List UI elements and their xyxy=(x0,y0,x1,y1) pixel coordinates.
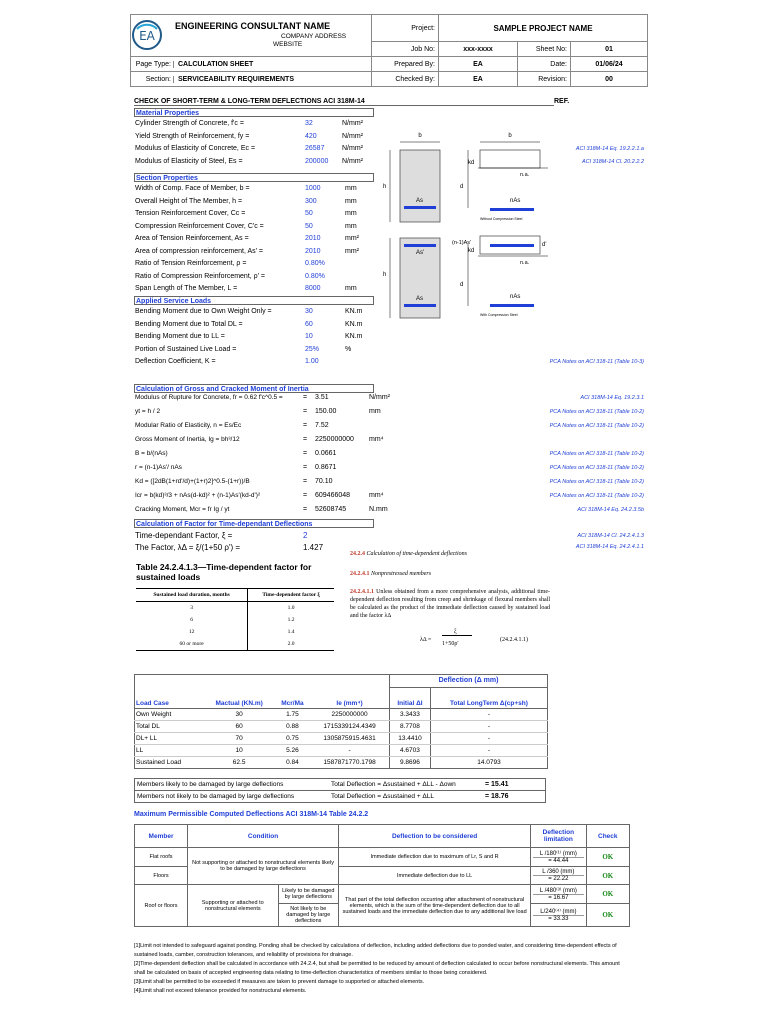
deflection-row xyxy=(135,708,548,720)
total-value: = 15.41 xyxy=(485,781,509,788)
sheet-header xyxy=(130,14,648,87)
max-perm-header: Condition xyxy=(188,825,339,848)
deflection-cell: 1305875915.4631 xyxy=(310,732,389,744)
deflection-cell: - xyxy=(430,720,547,732)
inertia-row xyxy=(135,407,555,417)
row-value: 1.00 xyxy=(305,358,319,365)
check-ok: OK xyxy=(586,885,629,904)
footnote: [4]Limit shall not exceed tolerance provided for nonstructural elements. xyxy=(134,988,307,994)
lambda-row: The Factor, λΔ = ξ/(1+50 ρ') = 1.427 xyxy=(135,543,324,552)
calculation-sheet xyxy=(130,14,648,1014)
limit-3 xyxy=(531,885,586,904)
footnotes xyxy=(134,942,630,996)
deflection-cell: - xyxy=(430,708,547,720)
limit-value: = 44.44 xyxy=(533,857,583,864)
row-label: Tension Reinforcement Cover, Cc = xyxy=(135,210,246,217)
row-unit: KN.m xyxy=(345,320,363,328)
row-label: Modulus of Elasticity of Steel, Es = xyxy=(135,157,243,165)
d-prime-label: d' xyxy=(542,242,547,248)
deflection-table xyxy=(134,674,548,769)
limit-label: L /180⁽¹⁾ (mm) xyxy=(539,851,577,857)
xi-row: Time-dependant Factor, ξ = 2 xyxy=(135,531,308,540)
checked-by-label: Checked By: xyxy=(372,72,439,87)
row-value: 25% xyxy=(305,345,320,353)
inertia-row xyxy=(135,505,555,515)
code-table-row xyxy=(136,638,334,651)
data-row xyxy=(135,332,555,342)
deflection-cell: 60 xyxy=(203,720,274,732)
deflection-cell: 1587871770.1798 xyxy=(310,756,389,768)
row-label: Width of Comp. Face of Member, b = xyxy=(135,185,250,192)
time-factor-heading: Calculation of Factor for Time-dependant Deflections xyxy=(134,519,374,528)
code-table-row xyxy=(136,602,334,615)
row-ref: ACI 318M-14 Eq. 19.2.2.1.a xyxy=(575,146,644,152)
section-diagram xyxy=(370,126,550,326)
row-eq: = xyxy=(303,492,308,499)
row-label: Ratio of Tension Reinforcement, ρ = xyxy=(135,260,247,267)
row-ref: PCA Notes on ACI 318-11 (Table 10-2) xyxy=(549,479,644,485)
inertia-row xyxy=(135,393,555,403)
as-label-1: As xyxy=(416,198,424,204)
row-eq: = xyxy=(303,422,308,429)
row-unit: KN.m xyxy=(345,333,363,340)
footnote: [2]Time-dependent deflection shall be calculated in accordance with 24.2.4, but shall be permitted to be reduced by amount of deflection calculated to occur before nonstructural elements. This amount shall be calculated on basis of accepted engineering data relating to time-deflection characteristics of members similar to those being considered. xyxy=(134,961,620,976)
deflection-cell: 14.0793 xyxy=(430,756,547,768)
row-value: 7.52 xyxy=(315,422,329,429)
deflection-header: Initial ΔI xyxy=(390,687,431,708)
row-value: 0.0661 xyxy=(315,450,337,457)
row-value: 0.80% xyxy=(305,260,325,267)
max-perm-header: Deflection limitation xyxy=(531,825,586,848)
max-perm-header: Deflection to be considered xyxy=(339,825,531,848)
row-value: 420 xyxy=(305,132,317,140)
loads-heading: Applied Service Loads xyxy=(134,296,374,305)
code-table xyxy=(136,588,334,651)
row-value: 609466048 xyxy=(315,492,351,499)
deflection-header: Mactual (KN.m) xyxy=(203,687,274,708)
code-table-factor: 1.4 xyxy=(287,629,295,635)
row-eq: = xyxy=(303,506,308,513)
row-ref: ACI 318M-14 Eq. 19.2.3.1 xyxy=(580,395,644,401)
nas-label-1: nAs xyxy=(510,198,521,204)
dim-b-label-2: b xyxy=(508,133,512,139)
row-ref: PCA Notes on ACI 318-11 (Table 10-2) xyxy=(549,493,644,499)
deflection-cell: 0.75 xyxy=(275,732,310,744)
deflection-cell: 2250000000 xyxy=(310,708,389,720)
row-unit: mm xyxy=(345,222,357,230)
xi-value: 2 xyxy=(303,531,308,540)
code-table-factor: 1.2 xyxy=(287,617,295,623)
row-label: Bending Moment due to Own Weight Only = xyxy=(135,308,272,315)
row-label: yt = h / 2 xyxy=(135,408,161,415)
code-paragraph: Unless obtained from a more comprehensive analysis, additional time-dependent deflection resulting from creep and shrinkage of flexural members shall be calculated as the product of the immediate deflection caused by sustained load and the factor λΔ xyxy=(350,589,551,619)
check-ok: OK xyxy=(586,904,629,927)
total-row xyxy=(134,790,546,803)
row-ref: ACI 318M-14 Cl. 20.2.2.2 xyxy=(581,158,644,165)
code-formula: λΔ = ξ 1+50ρ' (24.2.4.1.1) xyxy=(420,629,528,647)
blank-cell xyxy=(203,675,274,688)
deflection-cell: 4.6703 xyxy=(390,744,431,756)
row-value: 52608745 xyxy=(315,506,347,513)
blank-cell xyxy=(275,675,310,688)
row-unit: N/mm² xyxy=(369,394,390,401)
dim-d-label-2: d xyxy=(460,282,464,288)
row-eq: = xyxy=(303,450,308,457)
deflection-cell: - xyxy=(430,732,547,744)
dim-b-label-1: b xyxy=(418,133,422,139)
project-value: SAMPLE PROJECT NAME xyxy=(439,15,648,42)
deflection-cell: 10 xyxy=(203,744,274,756)
revision-value: 00 xyxy=(571,72,648,87)
code-table-factor: 2.0 xyxy=(287,641,295,647)
data-row xyxy=(135,357,555,367)
row-value: 0.80% xyxy=(305,272,325,280)
max-perm-row xyxy=(135,848,630,867)
date-label: Date: xyxy=(518,57,571,72)
row-value: 300 xyxy=(305,197,317,205)
time-factor-ref-1: ACI 318M-14 Cl. 24.2.4.1.3 xyxy=(577,533,644,539)
row-ref: PCA Notes on ACI 318-11 (Table 10-2) xyxy=(549,451,644,457)
deflection-group-header: Deflection (Δ mm) xyxy=(390,675,548,688)
inertia-row xyxy=(135,477,555,487)
inertia-row xyxy=(135,435,555,445)
row-eq: = xyxy=(303,408,308,415)
deflection-row xyxy=(135,732,548,744)
limit-4 xyxy=(531,904,586,927)
row-ref: PCA Notes on ACI 318-11 (Table 10-3) xyxy=(549,359,644,365)
deflection-header-row xyxy=(135,687,548,708)
total-formula: Total Deflection = Δsustained + ΔLL - Δown xyxy=(331,781,456,788)
row-value: 2250000000 xyxy=(315,436,354,443)
material-heading: Material Properties xyxy=(134,108,374,117)
check-ok: OK xyxy=(586,848,629,867)
kd-label-2: kd xyxy=(468,248,475,254)
max-perm-header: Member xyxy=(135,825,188,848)
row-ref: PCA Notes on ACI 318-11 (Table 10-2) xyxy=(549,409,644,415)
row-unit: N/mm² xyxy=(342,120,363,127)
limit-1 xyxy=(531,848,586,867)
code-text-block: 24.2.4 Calculation of time-dependent deflections 24.2.4.1 Nonprestressed members 24.2.4.1.1 Unless obtained from a more comprehensive analysis, additional time-dependent deflection resulting from creep and shrinkage of flexural members shall be calculated as the product of the immediate deflection caused by sustained load and the factor λΔ λΔ = ξ 1+50ρ' (24.2.4.1.1) xyxy=(350,550,550,656)
limit-label: L /480⁽³⁾ (mm) xyxy=(539,888,577,894)
code-table-title: Table 24.2.4.1.3—Time-dependent factor for sustained loads xyxy=(136,562,312,582)
inertia-row xyxy=(135,491,555,501)
deflection-cell: LL xyxy=(135,744,204,756)
row-unit: mm⁴ xyxy=(369,436,384,443)
deflection-cell: - xyxy=(310,744,389,756)
as-label-2: As xyxy=(416,296,424,302)
row-label: Span Length of The Member, L = xyxy=(135,285,238,292)
code-title: Calculation of time-dependent deflections xyxy=(366,551,467,557)
na-label-1: n.a. xyxy=(520,172,530,178)
code-table-duration: 6 xyxy=(136,614,248,626)
deflection-cell: Sustained Load xyxy=(135,756,204,768)
limit-value: = 16.67 xyxy=(533,894,583,901)
deflection-header: Ie (mm⁴) xyxy=(310,687,389,708)
company-website: WEBSITE xyxy=(273,41,303,48)
company-name: ENGINEERING CONSULTANT NAME xyxy=(175,21,331,31)
row-unit: mm xyxy=(345,185,357,192)
section-value: SERVICEABILITY REQUIREMENTS xyxy=(177,75,294,83)
deflection-cell: 3.3433 xyxy=(390,708,431,720)
limit-value: = 33.33 xyxy=(533,915,583,922)
row-eq: = xyxy=(303,436,308,443)
row-label: Bending Moment due to LL = xyxy=(135,333,225,340)
row-label: Bending Moment due to Total DL = xyxy=(135,320,243,328)
row-value: 60 xyxy=(305,320,313,328)
company-block xyxy=(131,15,372,57)
deflection-header: Load Case xyxy=(135,687,204,708)
row-value: 50 xyxy=(305,210,313,217)
code-sub-title: Nonprestressed members xyxy=(371,571,432,577)
deflection-cell: 70 xyxy=(203,732,274,744)
code-table-figure xyxy=(136,562,341,668)
max-perm-heading: Maximum Permissible Computed Deflections ACI 318M-14 Table 24.2.2 xyxy=(134,811,369,818)
condition-likely: Likely to be damaged by large deflections xyxy=(278,885,339,904)
blank-cell xyxy=(135,675,204,688)
blank-cell xyxy=(310,675,389,688)
deflection-cell: 0.88 xyxy=(275,720,310,732)
row-value: 70.10 xyxy=(315,478,333,485)
row-eq: = xyxy=(303,478,308,485)
revision-label: Revision: xyxy=(518,72,571,87)
code-table-factor: 1.0 xyxy=(287,605,295,611)
page-type-cell: Page Type: CALCULATION SHEET xyxy=(131,57,372,72)
member-flat-roofs: Flat roofs xyxy=(135,848,188,867)
row-value: 0.8671 xyxy=(315,464,337,471)
deflection-cell: - xyxy=(430,744,547,756)
max-perm-header-row xyxy=(135,825,630,848)
code-table-duration: 60 or more xyxy=(136,638,248,651)
company-address: COMPANY ADDRESS xyxy=(281,33,347,40)
sheet-no-value: 01 xyxy=(571,42,648,57)
row-label: Modulus of Elasticity of Concrete, Ec = xyxy=(135,145,256,152)
company-logo-icon xyxy=(131,19,165,53)
code-table-duration: 3 xyxy=(136,602,248,615)
sheet-no-label: Sheet No: xyxy=(518,42,571,57)
inertia-row xyxy=(135,463,555,473)
date-value: 01/06/24 xyxy=(571,57,648,72)
deflection-cell: 0.84 xyxy=(275,756,310,768)
row-ref: PCA Notes on ACI 318-11 (Table 10-2) xyxy=(549,423,644,429)
row-unit: N/mm² xyxy=(342,132,363,140)
deflection-cell: 8.7708 xyxy=(390,720,431,732)
deflection-cell: 1715339124.4349 xyxy=(310,720,389,732)
max-perm-table xyxy=(134,824,630,927)
deflection-cell: 13.4410 xyxy=(390,732,431,744)
check-ok: OK xyxy=(586,867,629,885)
n1as-label: (n-1)As' xyxy=(452,240,472,246)
code-table-row xyxy=(136,626,334,638)
data-row xyxy=(135,345,555,355)
deflection-cell: DL+ LL xyxy=(135,732,204,744)
dim-h-label-1: h xyxy=(383,184,387,190)
row-unit: N/mm² xyxy=(342,145,363,152)
row-label: Modular Ratio of Elasticity, n = Es/Ec xyxy=(135,422,242,429)
section-heading: Section Properties xyxy=(134,173,374,182)
row-label: Yield Strength of Reinforcement, fy = xyxy=(135,132,250,140)
inertia-row xyxy=(135,449,555,459)
deflection-cell: 30 xyxy=(203,708,274,720)
condition-not-supporting: Not supporting or attached to nonstructural elements likely to be damaged by large deflections xyxy=(188,848,339,885)
row-value: 150.00 xyxy=(315,408,337,415)
deflection-cell: 1.75 xyxy=(275,708,310,720)
row-value: 26587 xyxy=(305,145,325,152)
row-value: 8000 xyxy=(305,285,321,292)
inertia-heading: Calculation of Gross and Cracked Moment of Inertia xyxy=(134,384,374,393)
row-label: Modulus of Rupture for Concrete, fr = 0.62 f'c^0.5 = xyxy=(135,394,283,401)
row-unit: mm xyxy=(345,285,357,292)
row-unit: mm² xyxy=(345,247,359,255)
member-floors: Floors xyxy=(135,867,188,885)
code-table-row xyxy=(136,614,334,626)
deflection-group-row xyxy=(135,675,548,688)
row-value: 2010 xyxy=(305,247,321,255)
total-label: Members likely to be damaged by large deflections xyxy=(137,781,284,788)
page-type-value: CALCULATION SHEET xyxy=(177,60,254,68)
row-value: 30 xyxy=(305,308,313,315)
row-value: 10 xyxy=(305,333,313,340)
row-unit: mm⁴ xyxy=(369,492,384,499)
deflection-row xyxy=(135,720,548,732)
row-unit: mm² xyxy=(345,235,359,242)
row-label: Portion of Sustained Live Load = xyxy=(135,345,237,353)
total-label: Members not likely to be damaged by large deflections xyxy=(137,793,295,800)
row-value: 2010 xyxy=(305,235,321,242)
deflection-floor: Immediate deflection due to LL xyxy=(339,867,531,885)
deflection-header: Total LongTerm Δ(cp+sh) xyxy=(430,687,547,708)
na-label-2: n.a. xyxy=(520,260,530,266)
row-label: Kd = ([2dB(1+rd'/d)+(1+r)2]^0.5-(1+r))/B xyxy=(135,478,250,485)
project-label: Project: xyxy=(372,15,439,42)
limit-label: L /360 (mm) xyxy=(542,869,575,875)
max-perm-row xyxy=(135,885,630,904)
code-table-duration: 12 xyxy=(136,626,248,638)
condition-supporting: Supporting or attached to nonstructural elements xyxy=(188,885,278,927)
row-label: Cylinder Strength of Concrete, f'c = xyxy=(135,120,244,127)
row-label: Gross Moment of Inertia, Ig = bh³/12 xyxy=(135,436,240,443)
row-label: Area of compression reinforcement, As' = xyxy=(135,247,263,255)
nas-label-2: nAs xyxy=(510,294,521,300)
prepared-by-value: EA xyxy=(439,57,518,72)
time-factor-ref-2: ACI 318M-14 Eq. 24.2.4.1.1 xyxy=(575,544,644,550)
dim-h-label-2: h xyxy=(383,272,387,278)
deflection-cell: 5.26 xyxy=(275,744,310,756)
as-prime-label: As' xyxy=(416,250,425,256)
row-label: Ratio of Compression Reinforcement, ρ' = xyxy=(135,272,266,280)
section-cell: Section: SERVICEABILITY REQUIREMENTS xyxy=(131,72,372,87)
condition-not-likely: Not likely to be damaged by large deflections xyxy=(278,904,339,927)
deflection-cell: Own Weight xyxy=(135,708,204,720)
deflection-cell: Total DL xyxy=(135,720,204,732)
row-unit: KN.m xyxy=(345,308,363,315)
lambda-value: 1.427 xyxy=(303,543,324,552)
row-unit: mm xyxy=(345,197,357,205)
row-value: 50 xyxy=(305,222,313,230)
row-eq: = xyxy=(303,464,308,471)
deflection-row xyxy=(135,744,548,756)
limit-2 xyxy=(531,867,586,885)
footnote: [3]Limit shall be permitted to be exceeded if measures are taken to prevent damage to supported or attached elements. xyxy=(134,979,425,985)
row-label: Icr = b(kd)³/3 + nAs(d-kd)² + (n-1)As'(kd-d')² xyxy=(135,492,261,499)
checked-by-value: EA xyxy=(439,72,518,87)
kd-label-1: kd xyxy=(468,160,475,166)
row-label: r = (n-1)As'/ nAs xyxy=(135,464,182,471)
deflection-row xyxy=(135,756,548,768)
row-unit: % xyxy=(345,345,352,353)
row-label: Compression Reinforcement Cover, C'c = xyxy=(135,222,264,230)
row-ref: ACI 318M-14 Eq. 24.2.3.5b xyxy=(577,507,644,513)
code-table-col2: Time-dependent factor ξ xyxy=(262,592,320,598)
row-value: 3.51 xyxy=(315,394,329,401)
deflection-cell: 9.8696 xyxy=(390,756,431,768)
deflection-cell: 62.5 xyxy=(203,756,274,768)
job-no-label: Job No: xyxy=(372,42,439,57)
dim-d-label-1: d xyxy=(460,184,464,190)
footnote: [1]Limit not intended to safeguard against ponding. Ponding shall be checked by calculations of deflection, including added deflections due to ponded water, and considering time-dependent effects of sustained loads, camber, construction tolerances, and reliability of provisions for drainage. xyxy=(134,943,617,958)
row-label: Cracking Moment, Mcr = fr Ig / yt xyxy=(135,506,230,513)
limit-label: L/240⁽⁴⁾ (mm) xyxy=(540,909,577,915)
deflection-total: That part of the total deflection occurring after attachment of nonstructural elements, which is the sum of the time-dependent deflection due to all sustained loads and the immediate deflection due to any additional live load xyxy=(339,885,531,927)
page-title: CHECK OF SHORT-TERM & LONG-TERM DEFLECTIONS ACI 318M-14 xyxy=(134,98,554,106)
caption-without: Without Compression Steel xyxy=(480,217,523,221)
prepared-by-label: Prepared By: xyxy=(372,57,439,72)
row-unit: mm xyxy=(369,408,381,415)
inertia-row xyxy=(135,421,555,431)
row-value: 200000 xyxy=(305,157,329,165)
row-value: 32 xyxy=(305,120,313,127)
row-unit: N/mm² xyxy=(342,157,363,165)
row-unit: N.mm xyxy=(369,506,388,513)
deflection-roof: Immediate deflection due to maximum of Lr, S and R xyxy=(339,848,531,867)
row-eq: = xyxy=(303,394,308,401)
row-value: 1000 xyxy=(305,185,321,192)
row-label: Overall Height of The Member, h = xyxy=(135,197,243,205)
svg-text:EA: EA xyxy=(139,29,155,43)
max-perm-header: Check xyxy=(586,825,629,848)
row-label: Area of Tension Reinforcement, As = xyxy=(135,235,249,242)
row-label: Deflection Coefficient, K = xyxy=(135,358,216,365)
row-ref: PCA Notes on ACI 318-11 (Table 10-2) xyxy=(549,465,644,471)
total-formula: Total Deflection = Δsustained + ΔLL xyxy=(331,793,434,800)
row-unit: mm xyxy=(345,210,357,217)
ref-label: REF. xyxy=(554,98,570,105)
limit-value: = 22.22 xyxy=(533,875,583,882)
job-no-value: xxx-xxxx xyxy=(439,42,518,57)
caption-with: With Compression Steel xyxy=(480,313,518,317)
deflection-header: Mcr/Ma xyxy=(275,687,310,708)
total-value: = 18.76 xyxy=(485,793,509,800)
row-label: B = b/(nAs) xyxy=(135,450,168,457)
code-table-col1: Sustained load duration, months xyxy=(136,589,248,602)
member-roof-or-floors: Roof or floors xyxy=(135,885,188,927)
